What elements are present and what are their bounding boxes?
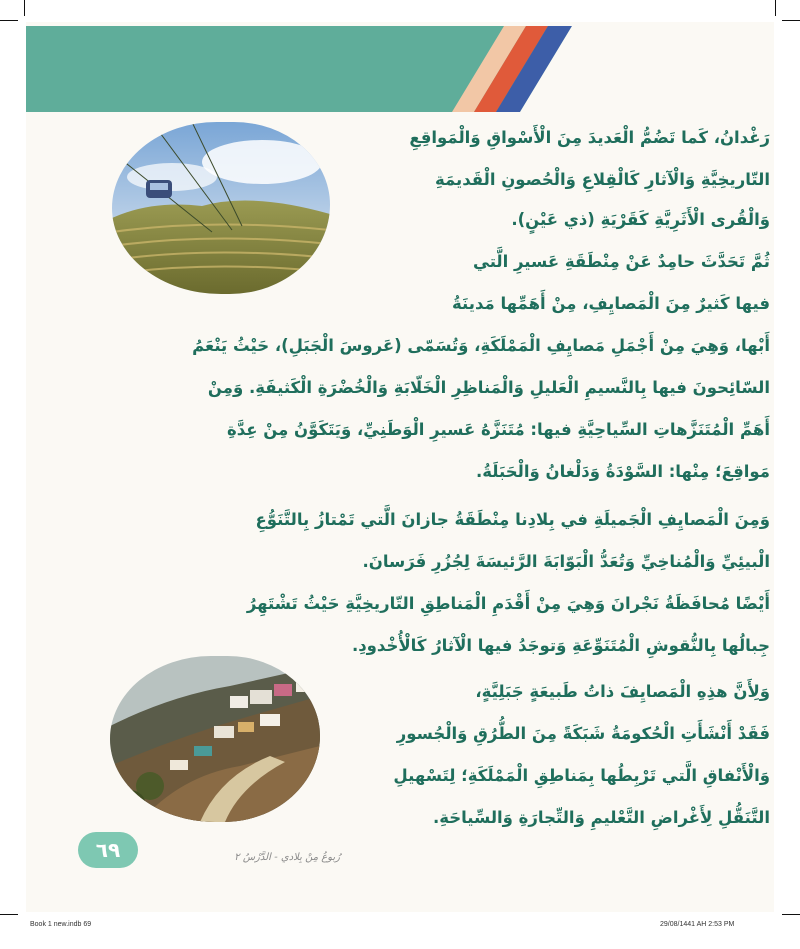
text-line: وَالْقُرى الْأَثَرِيَّةِ كَقَرْيَةِ (ذي عَيْنٍ). (511, 210, 770, 229)
text-line: وَمِنَ الْمَصايِفِ الْجَميلَةِ في بِلادِنا مِنْطَقَةُ جازانَ الَّتي تَمْتازُ بِالتَّنَوُّعِ (255, 510, 770, 529)
text-line: أَيْضًا مُحافَظَةُ نَجْرانَ وَهِيَ مِنْ أَقْدَمِ الْمَناطِقِ التّاريخِيَّةِ حَيْثُ تَشْتَهِرُ (246, 594, 770, 613)
paragraph-top (332, 122, 770, 312)
header-stripes (26, 26, 774, 112)
text-line: أَبْها، وَهِيَ مِنْ أَجْمَلِ مَصايِفِ الْمَمْلَكَةِ، وَتُسَمّى (عَروسَ الْجَبَلِ)، حَيْثُ يَنْعَمُ (192, 336, 770, 355)
text-line: التّاريخِيَّةِ وَالْآثارِ كَالْقِلاعِ وَالْحُصونِ الْقَديمَةِ (434, 170, 770, 189)
print-file-info: Book 1 new.indb 69 (30, 921, 92, 928)
paragraph-middle (110, 330, 770, 660)
text-line: التَّنَقُّلِ لِأَغْراضِ التَّعْليمِ وَالتِّجارَةِ وَالسِّياحَةِ. (432, 808, 770, 827)
text-line: وَلِأَنَّ هذِهِ الْمَصايِفَ ذاتُ طَبيعَةٍ جَبَلِيَّةٍ، (475, 682, 770, 701)
text-line: الْبيئِيِّ وَالْمُناخِيِّ وَتُعَدُّ الْبَوّابَةَ الرَّئيسَةَ لِجُزُرِ فَرَسانَ. (362, 552, 770, 571)
crop-mark-bottom-right (782, 914, 800, 915)
hillside-village-photo (110, 656, 320, 822)
text-line: السّائِحونَ فيها بِالنَّسيمِ الْعَليلِ وَالْمَناظِرِ الْخَلّابَةِ وَالْخُضْرَةِ الْكَثيفَةِ. وَمِنْ (207, 378, 770, 397)
lesson-footer-title: رُبوعُ مِنْ بِلادي - الدَّرْسُ ٢ (234, 852, 340, 863)
text-line: وَالْأَنْفاقِ الَّتي تَرْبِطُها بِمَناطِقِ الْمَمْلَكَةِ؛ لِتَسْهيلِ (393, 766, 770, 785)
text-line: أَهَمِّ الْمُتَنَزَّهاتِ السِّياحِيَّةِ فيها: مُتَنَزَّهُ عَسيرِ الْوَطَنِيِّ، وَيَتَكَوَّنُ مِنْ عِدَّةِ (226, 420, 770, 439)
header-band (26, 26, 774, 112)
crop-mark-top-left (0, 20, 18, 21)
crop-mark-bottom-left (0, 914, 18, 915)
crop-mark-top-right-v (775, 0, 776, 16)
crop-mark-top-left-v (24, 0, 25, 16)
text-line: ثُمَّ تَحَدَّثَ حامِدٌ عَنْ مِنْطَقَةِ عَسيرِ الَّتي (473, 252, 770, 271)
text-line: رَغْدانُ، كَما تَضُمُّ الْعَديدَ مِنَ الْأَسْواقِ وَالْمَواقِعِ (409, 128, 770, 147)
text-line: مَواقِعَ؛ مِنْها: السَّوْدَةُ وَدَلْغانُ وَالْحَبَلَةُ. (476, 462, 770, 481)
text-line: فيها كَثيرٌ مِنَ الْمَصايِفِ، مِنْ أَهَمِّها مَدينَةُ (452, 294, 770, 313)
text-line: جِبالُها بِالنُّقوشِ الْمُتَنَوِّعَةِ وَتوجَدُ فيها الْآثارُ كَالْأُخْدودِ. (351, 636, 770, 655)
crop-mark-top-right (782, 20, 800, 21)
print-date-info: 29/08/1441 AH 2:53 PM (660, 921, 735, 928)
paragraph-bottom (322, 680, 770, 840)
cable-car-photo (112, 122, 330, 294)
text-line: فَقَدْ أَنْشَأَتِ الْحُكومَةُ شَبَكَةً مِنَ الطُّرُقِ وَالْجُسورِ (396, 724, 770, 743)
page-number-badge: ٦٩ (78, 832, 138, 868)
